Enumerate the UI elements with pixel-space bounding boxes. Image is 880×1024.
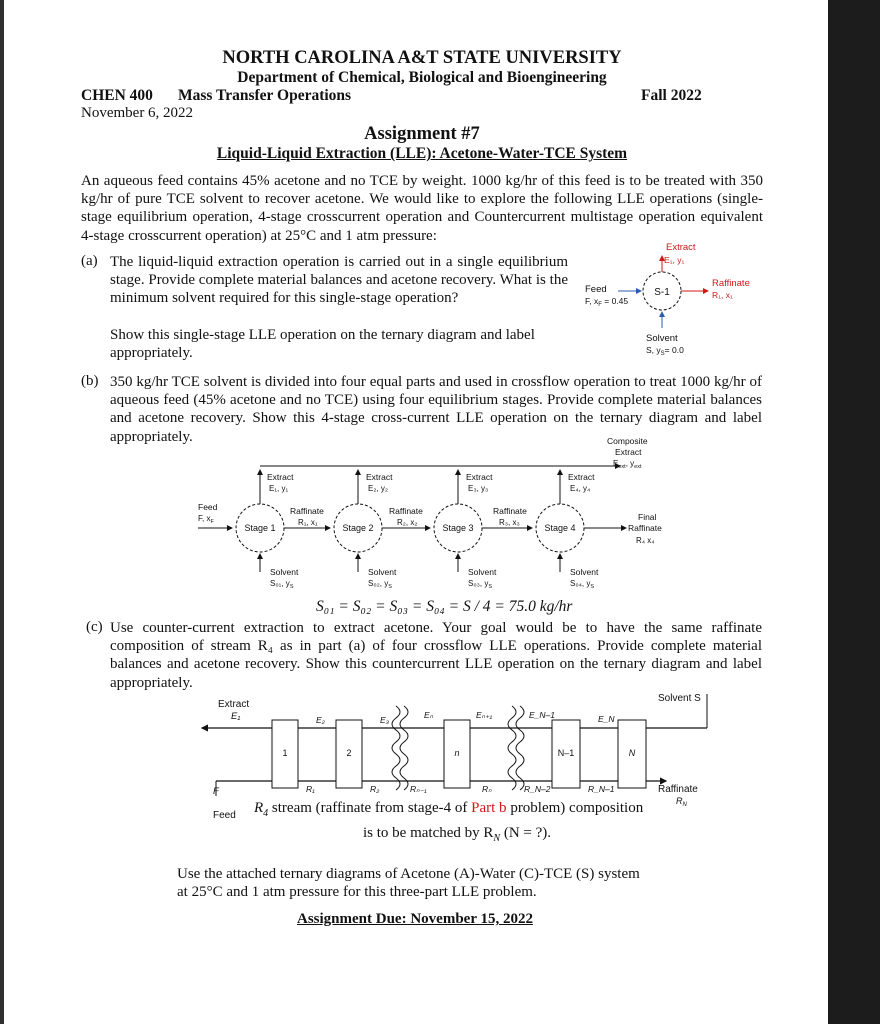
svg-text:Stage 3: Stage 3 bbox=[442, 523, 474, 533]
svg-text:Raffinate: Raffinate bbox=[493, 506, 527, 516]
svg-text:RN: $R_N$ bbox=[676, 796, 687, 808]
solvent-split-equation: S₀₁ = S₀₂ = S₀₃ = S₀₄ = S / 4 = 75.0 kg/hr bbox=[316, 598, 573, 615]
part-b-label: (b) bbox=[81, 373, 99, 389]
svg-text:S₀₄, yS: S₀₄, $y_S$ bbox=[570, 579, 595, 590]
svg-text:Solvent: Solvent bbox=[270, 567, 299, 577]
svg-text:E₁: E₁ bbox=[231, 711, 241, 722]
university-name: NORTH CAROLINA A&T STATE UNIVERSITY bbox=[222, 48, 622, 68]
svg-text:1: 1 bbox=[282, 748, 288, 758]
svg-text:S₀₁, yS: S₀₁, $y_S$ bbox=[270, 579, 294, 590]
svg-text:Extract: Extract bbox=[267, 472, 294, 482]
solvent-label: Solvent bbox=[646, 333, 678, 344]
raffinate-sub: R₁, x₁ bbox=[712, 290, 733, 300]
part-c-note-line1: $R_4$ stream (raffinate from stage-4 of Part b problem) composition bbox=[254, 800, 644, 819]
assignment-date: November 6, 2022 bbox=[81, 105, 194, 121]
svg-text:R₄ x₄: R₄ x₄ bbox=[636, 536, 655, 545]
due-date: Assignment Due: November 15, 2022 bbox=[297, 911, 533, 927]
svg-text:Raffinate: Raffinate bbox=[389, 506, 423, 516]
svg-text:n: n bbox=[454, 748, 460, 758]
svg-text:Feed: Feed bbox=[213, 810, 236, 821]
svg-text:E₂, y₂: E₂, y₂ bbox=[368, 484, 388, 493]
svg-text:Raffinate: Raffinate bbox=[628, 523, 662, 533]
svg-text:2: 2 bbox=[346, 748, 352, 758]
svg-text:Eext, yext: $E_{ext}$, $y_{ext}$ bbox=[613, 459, 642, 470]
term: Fall 2022 bbox=[641, 87, 702, 104]
svg-text:E₁, y₁: E₁, y₁ bbox=[269, 484, 289, 493]
svg-text:E₃: E₃ bbox=[380, 715, 390, 725]
svg-text:R₂, x₂: R₂, x₂ bbox=[397, 518, 418, 527]
svg-text:S, yS= 0.0: S, $y_S= 0.0$ bbox=[646, 345, 684, 357]
raffinate-label: Raffinate bbox=[712, 278, 750, 289]
course-code: CHEN 400 bbox=[81, 87, 153, 104]
part-c-label: (c) bbox=[86, 619, 103, 635]
svg-text:Raffinate: Raffinate bbox=[658, 784, 698, 795]
svg-text:Eₙ₊₁: Eₙ₊₁ bbox=[476, 710, 493, 720]
svg-text:Extract: Extract bbox=[218, 699, 250, 710]
svg-text:S₀₃, yS: S₀₃, $y_S$ bbox=[468, 579, 493, 590]
crossflow-diagram bbox=[190, 430, 690, 600]
svg-text:Extract: Extract bbox=[466, 472, 493, 482]
svg-text:Stage 1: Stage 1 bbox=[244, 523, 276, 533]
extract-sub: E₁, y₁ bbox=[664, 255, 685, 265]
part-a-text: The liquid-liquid extraction operation is carried out in a single equilibrium stage. Provide complete material balances and acetone recovery. What is the minimum solvent required for this single-stage operation? bbox=[110, 254, 568, 307]
svg-text:Extract: Extract bbox=[366, 472, 393, 482]
part-c-note-line2: is to be matched by $R_N$ (N = ?). bbox=[363, 825, 552, 844]
closing-line-2: at 25°C and 1 atm pressure for this three-part LLE problem. bbox=[177, 884, 537, 900]
part-a-label: (a) bbox=[81, 253, 98, 269]
svg-text:E₃, y₃: E₃, y₃ bbox=[468, 484, 489, 493]
course-title: Mass Transfer Operations bbox=[178, 87, 352, 104]
single-stage-diagram bbox=[580, 236, 770, 360]
svg-text:Solvent: Solvent bbox=[468, 567, 497, 577]
svg-text:Solvent: Solvent bbox=[570, 567, 599, 577]
department-name: Department of Chemical, Biological and Bioengineering bbox=[237, 69, 607, 86]
part-a-text-2: Show this single-stage LLE operation on the ternary diagram and label appropriately. bbox=[110, 327, 535, 362]
closing-line-1: Use the attached ternary diagrams of Acetone (A)-Water (C)-TCE (S) system bbox=[177, 866, 640, 882]
svg-text:F, xF = 0.45: F, $x_F = 0.45$ bbox=[585, 296, 629, 308]
feed-label: Feed bbox=[198, 502, 218, 512]
assignment-subtitle: Liquid-Liquid Extraction (LLE): Acetone-Water-TCE System bbox=[216, 145, 628, 162]
svg-text:R₃, x₃: R₃, x₃ bbox=[499, 518, 520, 527]
svg-text:E₂: E₂ bbox=[316, 715, 325, 725]
svg-text:Stage 4: Stage 4 bbox=[544, 523, 576, 533]
svg-text:Extract: Extract bbox=[568, 472, 595, 482]
stage-s1-label: S-1 bbox=[654, 287, 670, 298]
stage-3 bbox=[434, 470, 497, 590]
svg-text:E₄, y₄: E₄, y₄ bbox=[570, 484, 591, 493]
svg-text:F, xF: F, $x_F$ bbox=[198, 514, 214, 525]
part-b-reference: Part b bbox=[471, 800, 507, 816]
svg-text:Stage 2: Stage 2 bbox=[342, 523, 374, 533]
svg-text:E_N–1: E_N–1 bbox=[529, 710, 555, 720]
assignment-title: Assignment #7 bbox=[364, 124, 480, 144]
part-b-text: 350 kg/hr TCE solvent is divided into four equal parts and used in crossflow operation to treat 1000 kg/hr of aqueous feed (45% acetone and no TCE) using four equilibrium stages. Provide complete material balances and acetone recovery. Show this 4-stage cross-current LLE operation on the ternary diagram and label appropriately. bbox=[110, 374, 762, 445]
intro-paragraph: An aqueous feed contains 45% acetone and no TCE by weight. 1000 kg/hr of this feed is to be treated with 350 kg/hr of pure TCE solvent to recover acetone. We would like to explore the following LLE operations (single-stage equilibrium operation, 4-stage crosscurrent operation and Countercurrent multistage operation equivalent 4-stage crosscurrent operation) at 25°C and 1 atm pressure: bbox=[81, 173, 763, 244]
svg-text:F: F bbox=[213, 786, 219, 797]
svg-text:R₂: R₂ bbox=[370, 784, 380, 794]
svg-text:R_N–2: R_N–2 bbox=[524, 784, 551, 794]
svg-text:Final: Final bbox=[638, 512, 657, 522]
svg-text:E_N: E_N bbox=[598, 714, 615, 724]
stage-2 bbox=[334, 470, 397, 590]
part-c-text: Use counter-current extraction to extract acetone. Your goal would be to have the same raffinate composition of stream R₄ as in part (a) of four crossflow LLE operations. Provide complete material balances and acetone recovery. Show this countercurrent LLE operation on the ternary diagram and label appropriately. bbox=[110, 620, 762, 691]
svg-text:N: N bbox=[628, 748, 636, 758]
extract-label: Extract bbox=[666, 242, 696, 253]
svg-text:Solvent S: Solvent S bbox=[658, 693, 701, 704]
svg-text:R₁, x₁: R₁, x₁ bbox=[298, 518, 318, 527]
svg-text:R_N–1: R_N–1 bbox=[588, 784, 615, 794]
svg-text:Rₙ: Rₙ bbox=[482, 784, 492, 794]
feed-label: Feed bbox=[585, 284, 607, 295]
svg-text:S₀₂, yS: S₀₂, $y_S$ bbox=[368, 579, 392, 590]
composite-label-2: Extract bbox=[615, 447, 642, 457]
svg-text:Solvent: Solvent bbox=[368, 567, 397, 577]
svg-text:Rₙ₋₁: Rₙ₋₁ bbox=[410, 784, 427, 794]
svg-text:R₁: R₁ bbox=[306, 784, 315, 794]
svg-text:Eₙ: Eₙ bbox=[424, 710, 434, 720]
stage-4 bbox=[536, 470, 599, 590]
svg-text:Raffinate: Raffinate bbox=[290, 506, 324, 516]
stage-1 bbox=[236, 470, 299, 590]
svg-text:N–1: N–1 bbox=[557, 748, 575, 758]
composite-label-1: Composite bbox=[607, 436, 648, 446]
